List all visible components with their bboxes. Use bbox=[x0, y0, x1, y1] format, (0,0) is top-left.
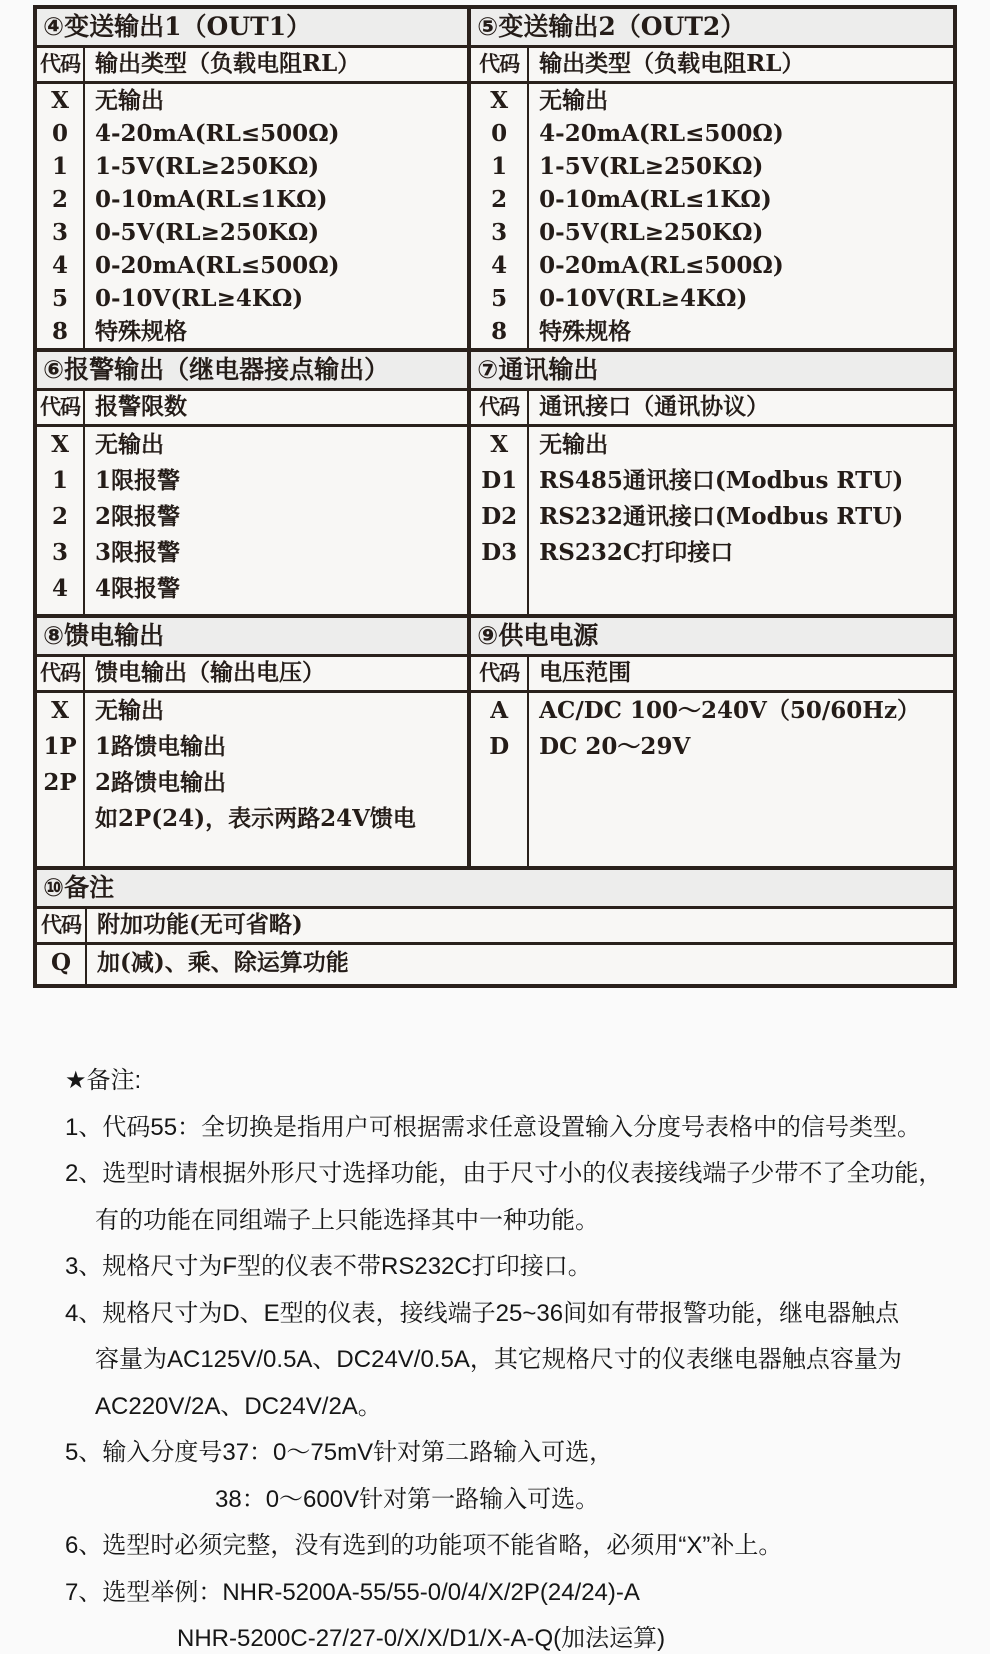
description-column bbox=[87, 909, 953, 984]
code-cell: 3 bbox=[491, 219, 508, 246]
code-cell: 2P bbox=[43, 769, 77, 796]
table-power-body bbox=[471, 657, 953, 866]
note-line-4-cont2: AC220V/2A、DC24V/2A。 bbox=[95, 1392, 382, 1420]
code-cell: 5 bbox=[491, 285, 508, 312]
table-out2 bbox=[471, 9, 953, 348]
code-cell: D2 bbox=[481, 503, 518, 530]
section-title-alarm: ⑥报警输出（继电器接点输出） bbox=[37, 352, 467, 391]
code-cell: 2 bbox=[51, 503, 68, 530]
section-title-power: ⑨供电电源 bbox=[471, 618, 953, 657]
table-alarm-body bbox=[37, 391, 467, 614]
notes-title: ★备注: bbox=[65, 1067, 142, 1094]
desc-cell: 0-10V(RL≥4KΩ) bbox=[95, 285, 304, 312]
description-column bbox=[529, 391, 953, 614]
section-alarm-comm bbox=[37, 348, 953, 614]
desc-cell: 无输出 bbox=[539, 431, 609, 458]
column-header-desc: 输出类型（负载电阻RL） bbox=[85, 48, 467, 84]
desc-cell: 0-5V(RL≥250KΩ) bbox=[539, 219, 764, 246]
code-cell: 8 bbox=[51, 318, 68, 345]
code-column bbox=[37, 391, 85, 614]
code-cell bbox=[37, 801, 83, 837]
section-title-remark: ⑩备注 bbox=[37, 870, 953, 909]
selection-code-tables bbox=[33, 5, 957, 988]
desc-cell: 特殊规格 bbox=[95, 318, 187, 345]
desc-cell: 无输出 bbox=[539, 87, 609, 114]
column-header-desc: 附加功能(无可省略) bbox=[87, 909, 953, 945]
table-out2-body bbox=[471, 48, 953, 348]
note-line-1: 1、代码55：全切换是指用户可根据需求任意设置输入分度号表格中的信号类型。 bbox=[65, 1113, 922, 1141]
code-cell: 2 bbox=[491, 186, 508, 213]
code-column bbox=[37, 909, 87, 984]
column-header-code: 代码 bbox=[471, 48, 527, 84]
footnotes bbox=[65, 1058, 945, 1654]
desc-cell: 如2P(24)，表示两路24V馈电 bbox=[95, 805, 416, 832]
desc-cell: 1-5V(RL≥250KΩ) bbox=[539, 153, 764, 180]
column-header-desc: 通讯接口（通讯协议） bbox=[529, 391, 953, 427]
column-header-code: 代码 bbox=[37, 909, 85, 945]
code-cell: 4 bbox=[51, 575, 68, 602]
note-line-7: 7、选型举例：NHR-5200A-55/55-0/0/4/X/2P(24/24)-A bbox=[65, 1578, 640, 1606]
code-cell: 5 bbox=[51, 285, 68, 312]
code-cell: 1 bbox=[51, 153, 68, 180]
desc-cell: RS232C打印接口 bbox=[539, 539, 734, 566]
code-column bbox=[37, 48, 85, 348]
note-line-4-cont1: 容量为AC125V/0.5A、DC24V/0.5A，其它规格尺寸的仪表继电器触点容量为 bbox=[95, 1346, 902, 1373]
description-column bbox=[85, 657, 467, 866]
note-line-3: 3、规格尺寸为F型的仪表不带RS232C打印接口。 bbox=[65, 1253, 592, 1280]
desc-cell: 4限报警 bbox=[95, 575, 181, 602]
table-out1-body bbox=[37, 48, 467, 348]
code-column bbox=[37, 657, 85, 866]
desc-cell: 1路馈电输出 bbox=[95, 733, 227, 760]
desc-cell: 无输出 bbox=[95, 697, 164, 724]
code-column bbox=[471, 391, 529, 614]
desc-cell: 0-20mA(RL≤500Ω) bbox=[539, 252, 784, 279]
section-transmit-outputs bbox=[37, 9, 953, 348]
code-column bbox=[471, 48, 529, 348]
column-header-code: 代码 bbox=[37, 391, 83, 427]
note-line-5-cont: 38：0～600V针对第一路输入可选。 bbox=[215, 1485, 600, 1513]
code-cell: 3 bbox=[51, 219, 68, 246]
code-column bbox=[471, 657, 529, 866]
note-line-4: 4、规格尺寸为D、E型的仪表，接线端子25~36间如有带报警功能，继电器触点 bbox=[65, 1299, 900, 1327]
column-header-code: 代码 bbox=[37, 657, 83, 693]
desc-cell: RS232通讯接口(Modbus RTU) bbox=[539, 503, 904, 530]
section-remark bbox=[37, 866, 953, 984]
column-header-desc: 报警限数 bbox=[85, 391, 467, 427]
desc-cell: RS485通讯接口(Modbus RTU) bbox=[539, 467, 904, 494]
code-cell: 3 bbox=[51, 539, 68, 566]
desc-cell: 0-5V(RL≥250KΩ) bbox=[95, 219, 320, 246]
desc-cell: 2限报警 bbox=[95, 503, 181, 530]
code-cell: 4 bbox=[51, 252, 68, 279]
code-cell: D bbox=[489, 733, 510, 760]
note-line-7-cont: NHR-5200C-27/27-0/X/X/D1/X-A-Q(加法运算) bbox=[177, 1625, 666, 1652]
desc-cell: 1限报警 bbox=[95, 467, 181, 494]
desc-cell: 4-20mA(RL≤500Ω) bbox=[539, 120, 784, 147]
desc-cell: DC 20～29V bbox=[539, 733, 691, 760]
section-title-out1: ④变送输出1（OUT1） bbox=[37, 9, 467, 48]
desc-cell: 加(减)、乘、除运算功能 bbox=[97, 949, 349, 976]
column-header-desc: 电压范围 bbox=[529, 657, 953, 693]
desc-cell: 特殊规格 bbox=[539, 318, 632, 345]
desc-cell: 4-20mA(RL≤500Ω) bbox=[95, 120, 340, 147]
description-column bbox=[85, 391, 467, 614]
desc-cell: 无输出 bbox=[95, 431, 164, 458]
note-line-6: 6、选型时必须完整，没有选到的功能项不能省略，必须用“X”补上。 bbox=[65, 1532, 783, 1559]
table-feed-body bbox=[37, 657, 467, 866]
code-cell: 1 bbox=[491, 153, 508, 180]
column-header-code: 代码 bbox=[471, 657, 527, 693]
code-cell: X bbox=[490, 87, 509, 114]
code-cell: 1P bbox=[43, 733, 77, 760]
desc-cell: 0-20mA(RL≤500Ω) bbox=[95, 252, 340, 279]
note-line-2-cont: 有的功能在同组端子上只能选择其中一种功能。 bbox=[95, 1206, 599, 1234]
code-cell: 0 bbox=[491, 120, 508, 147]
desc-cell: 0-10V(RL≥4KΩ) bbox=[539, 285, 748, 312]
code-cell: 0 bbox=[51, 120, 68, 147]
code-cell: 1 bbox=[51, 467, 68, 494]
code-cell: 4 bbox=[491, 252, 508, 279]
note-line-5: 5、输入分度号37：0～75mV针对第二路输入可选， bbox=[65, 1439, 614, 1466]
code-cell: X bbox=[490, 431, 509, 458]
table-remark-body bbox=[37, 909, 953, 984]
section-title-comm: ⑦通讯输出 bbox=[471, 352, 953, 391]
code-cell: X bbox=[51, 697, 69, 724]
code-cell: D1 bbox=[481, 467, 518, 494]
table-out1 bbox=[37, 9, 471, 348]
desc-cell: 1-5V(RL≥250KΩ) bbox=[95, 153, 320, 180]
table-alarm bbox=[37, 352, 471, 614]
desc-cell: 2路馈电输出 bbox=[95, 769, 227, 796]
code-cell: 8 bbox=[491, 318, 508, 345]
description-column bbox=[85, 48, 467, 348]
code-cell: 2 bbox=[51, 186, 68, 213]
desc-cell: 3限报警 bbox=[95, 539, 181, 566]
desc-cell: 无输出 bbox=[95, 87, 164, 114]
section-title-out2: ⑤变送输出2（OUT2） bbox=[471, 9, 953, 48]
desc-cell: 0-10mA(RL≤1KΩ) bbox=[539, 186, 772, 213]
table-power bbox=[471, 618, 953, 866]
code-cell: X bbox=[51, 87, 69, 114]
description-column bbox=[529, 48, 953, 348]
column-header-desc: 馈电输出（输出电压） bbox=[85, 657, 467, 693]
section-feed-power bbox=[37, 614, 953, 866]
column-header-code: 代码 bbox=[37, 48, 83, 84]
table-comm bbox=[471, 352, 953, 614]
note-line-2: 2、选型时请根据外形尺寸选择功能，由于尺寸小的仪表接线端子少带不了全功能， bbox=[65, 1160, 943, 1187]
code-cell: X bbox=[51, 431, 69, 458]
section-title-feed: ⑧馈电输出 bbox=[37, 618, 467, 657]
description-column bbox=[529, 657, 953, 866]
code-cell: D3 bbox=[481, 539, 518, 566]
table-feed bbox=[37, 618, 471, 866]
column-header-desc: 输出类型（负载电阻RL） bbox=[529, 48, 953, 84]
code-cell: Q bbox=[50, 949, 72, 976]
desc-cell: 0-10mA(RL≤1KΩ) bbox=[95, 186, 328, 213]
code-cell: A bbox=[490, 697, 509, 724]
desc-cell: AC/DC 100～240V（50/60Hz） bbox=[539, 697, 921, 724]
table-comm-body bbox=[471, 391, 953, 614]
column-header-code: 代码 bbox=[471, 391, 527, 427]
